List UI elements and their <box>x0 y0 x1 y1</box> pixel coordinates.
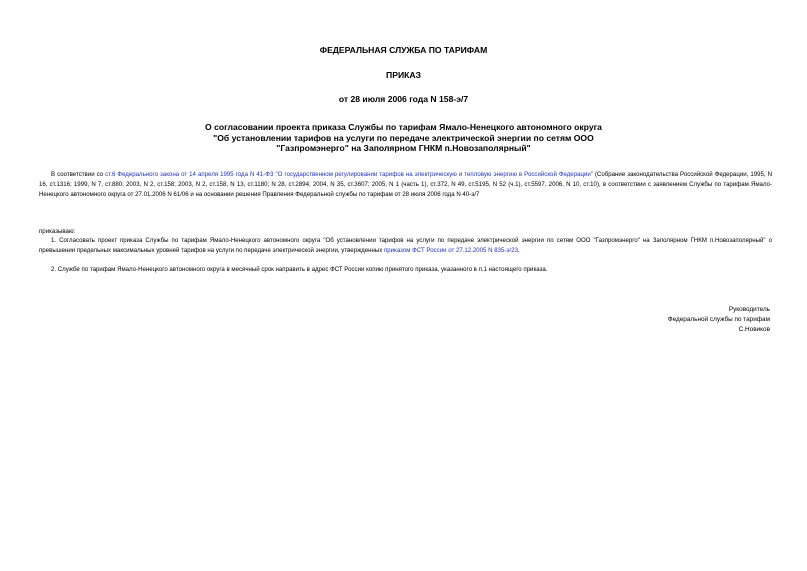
date-number-heading: от 28 июля 2006 года N 158-э/7 <box>338 94 469 104</box>
federal-law-link[interactable]: ст.6 Федерального закона от 14 апреля 1995 года N 41-ФЗ "О государственном регулировании тарифов на электрическую и тепловую энергию в Российской Федерации" <box>105 171 593 178</box>
order-item-1-end: . <box>518 247 520 254</box>
title-line-3: "Газпромэнерго" на Заполярном ГНКМ п.Новозаполярный" <box>276 143 531 153</box>
document-type-heading: ПРИКАЗ <box>386 70 421 80</box>
signature-block <box>668 305 770 335</box>
signature-name: С.Новиков <box>738 326 770 333</box>
fst-order-link[interactable]: приказом ФСТ России от 27.12.2005 N 835-э/23 <box>383 247 519 254</box>
preamble-rest: (Собрание законодательства Российской Федерации, 1995, N 16, ст.1316; 1999, N 7, ст.880; 2003, N 2, ст.158; 2003, N 2, ст.158, N 13, ст.1180; N 28, ст.2894; 2004, N 35, ст.3607; 2005, N 1 (часть 1), ст.372, N 49, ст.5195, N 52 (ч.1), ст.5597, 2006, N 10, ст.10), в соответствии с заявлением Службы по тарифам Ямало-Ненецкого автономного округа от 27.01.2006 N 61/06 и на основании решения Правления Федеральной службы по тарифам от 28 июля 2006 года N 40-э/7 <box>39 171 773 198</box>
order-item-2: 2. Службе по тарифам Ямало-Ненецкого автономного округа в месячный срок направить в адрес ФСТ России копию принятого приказа, указанного в п.1 настоящего приказа. <box>51 266 548 273</box>
preamble-paragraph <box>39 170 772 200</box>
orders-word: приказываю: <box>39 228 76 235</box>
preamble-intro: В соответствии со <box>51 171 106 178</box>
order-item-1 <box>39 236 772 256</box>
signature-position: Руководитель <box>728 306 770 313</box>
order-item-1-text: 1. Согласовать проект приказа Службы по тарифам Ямало-Ненецкого автономного округа "Об установлении тарифов на услуги по передаче электрической энергии по сетям ООО "Газпромэнерго" на Заполярном ГНКМ п.Новозаполярный" о превышении предельных максимальных уровней тарифов на услуги по передаче электрической энергии, утвержденных <box>39 237 772 254</box>
title-line-2: "Об установлении тарифов на услуги по передаче электрической энергии по сетям ООО <box>213 132 594 143</box>
document-title <box>0 122 807 154</box>
agency-heading: ФЕДЕРАЛЬНАЯ СЛУЖБА ПО ТАРИФАМ <box>319 45 488 55</box>
title-line-1: О согласовании проекта приказа Службы по тарифам Ямало-Ненецкого автономного округа <box>205 122 602 132</box>
signature-organization: Федеральной службы по тарифам <box>667 316 770 323</box>
